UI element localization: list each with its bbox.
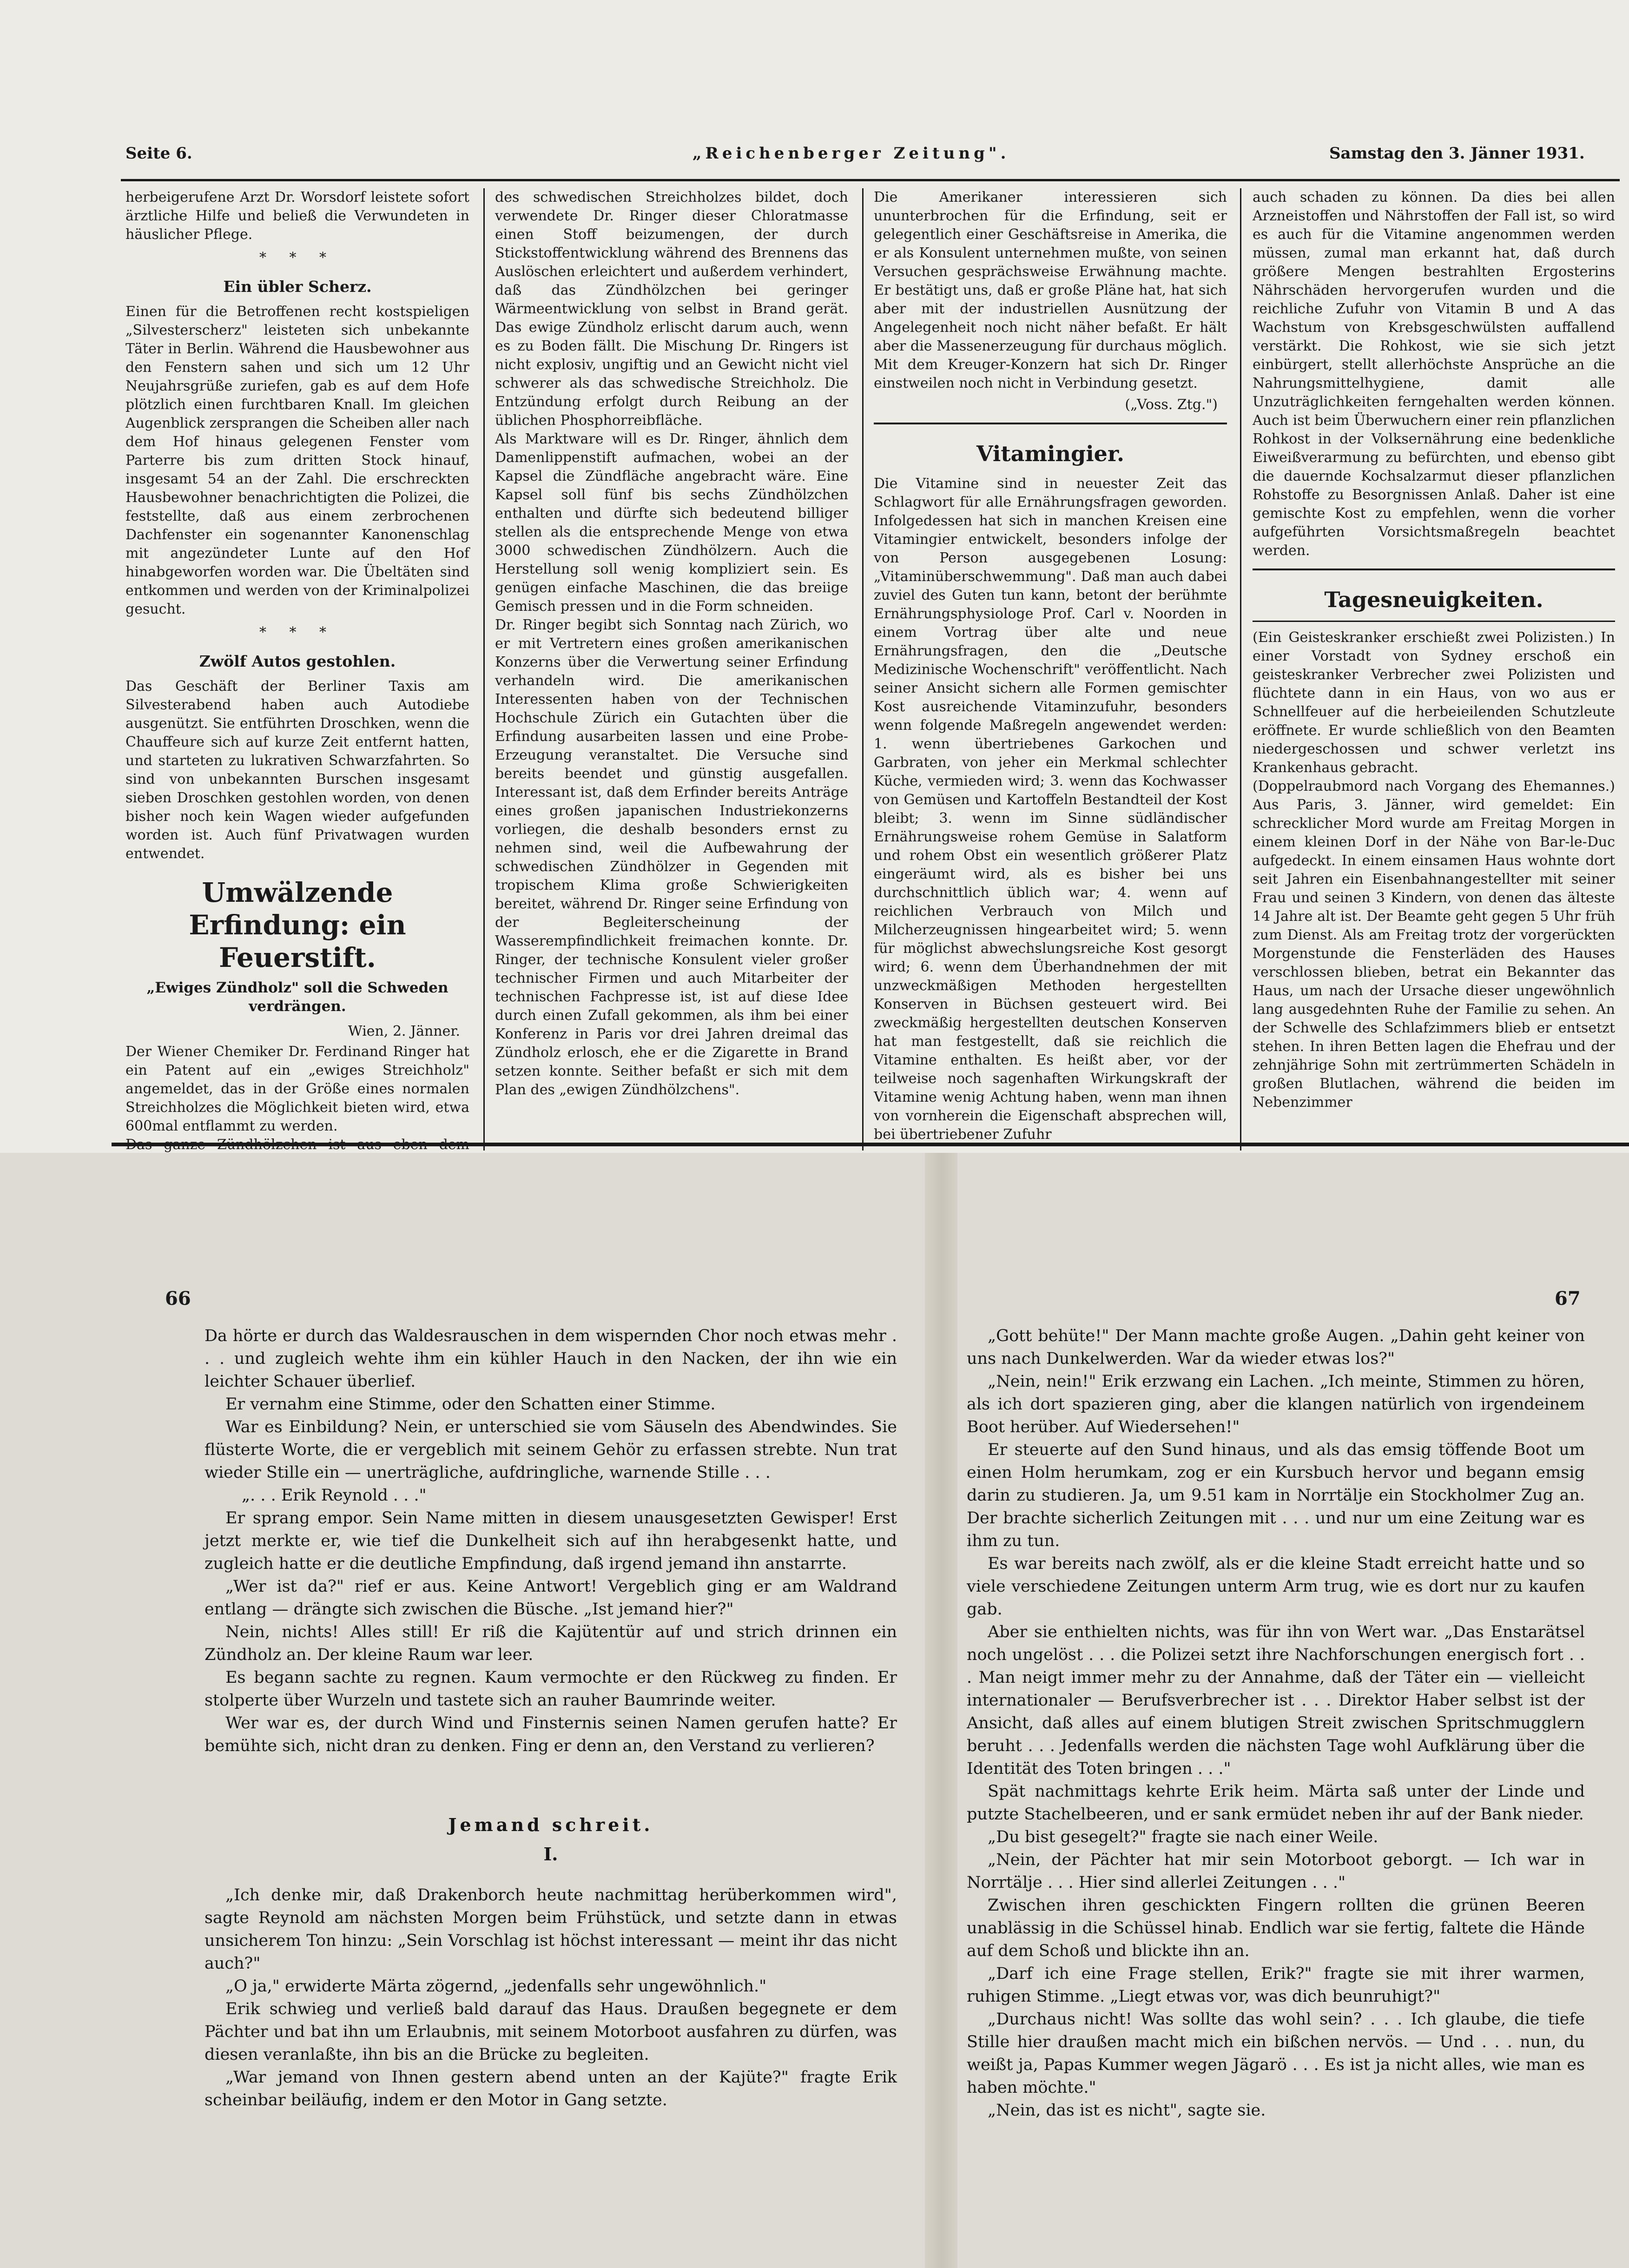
article-paragraph: Das Geschäft der Berliner Taxis am Silvesterabend haben auch Autodiebe ausgenützt. Sie entführten Droschken, wenn die Chauffeure sich auf kurze Zeit entfernt hatten, und starteten zu lukrativen Schwarzfahrten. So sind von unbekannten Burschen insgesamt sieben Droschken gestohlen worden, von denen bisher noch kein Wagen wieder aufgefunden worden ist. Auch fünf Privatwagen wurden entwendet. <box>125 678 469 862</box>
article-paragraph: Einen für die Betroffenen recht kostspieligen „Silvesterscherz" leisteten sich unbekannte Täter in Berlin. Während die Hausbewohner aus den Fenstern sahen und sich um 12 Uhr Neujahrsgrüße zuriefen, gab es auf dem Hofe plötzlich einen furchtbaren Knall. Im gleichen Augenblick zersprangen die Scheiben aller nach dem Hof hinaus gelegenen Fenster vom Parterre bis zum dritten Stock hinauf, insgesamt 54 an der Zahl. Die erschreckten Hausbewohner benachrichtigten die Polizei, die feststellte, daß aus einem zerbrochenen Dachfenster ein sogenannter Kanonenschlag mit angezündeter Lunte auf den Hof hinabgeworfen worden war. Die Übeltäten sind entkommen und werden von der Kriminalpolizei gesucht. <box>125 304 469 617</box>
news-item: (Doppelraubmord nach Vorgang des Ehemannes.) Aus Paris, 3. Jänner, wird gemeldet: Ein schrecklicher Mord wurde am Freitag Morgen in einem kleinen Dorf in der Nähe von Bar-le-Duc aufgedeckt. In einem einsamen Haus wohnte dort seit Jahren ein Eisenbahnangestellter mit seiner Frau und seinen 3 Kindern, von denen das älteste 14 Jahre alt ist. Der Beamte geht gegen 5 Uhr früh zum Dienst. Als am Freitag trotz der vorgerückten Morgenstunde die Fensterläden des Hauses verschlossen blieben, betrat ein Bekannter das Haus, um nach der Ursache dieser ungewöhnlich lang ausgedehnten Ruhe der Familie zu sehen. An der Schwelle des Schlafzimmers blieb er entsetzt stehen. In ihren Betten lagen die Ehefrau und der zehnjährige Sohn mit zertrümmerten Schädeln in großen Blutlachen, während die beiden im Nebenzimmer <box>1253 778 1615 1111</box>
book-left-page <box>204 1325 897 2112</box>
headline-tagesneuigkeiten: Tagesneuigkeiten. <box>1324 587 1543 612</box>
book-paragraph: „. . . Erik Reynold . . ." <box>242 1486 427 1505</box>
section-rule <box>874 423 1227 424</box>
book-paragraph: „Darf ich eine Frage stellen, Erik?" fragte sie mit ihrer warmen, ruhigen Stimme. „Liegt etwas vor, was dich beunruhigt?" <box>967 1964 1585 2006</box>
book-paragraph: „Nein, nein!" Erik erzwang ein Lachen. „Ich meinte, Stimmen zu hören, als ich dort spazieren ging, aber die klangen natürlich von irgendeinem Boot herüber. Auf Wiedersehen!" <box>967 1372 1585 1436</box>
book-paragraph: Wer war es, der durch Wind und Finsternis seinen Namen gerufen hatte? Er bemühte sich, nicht dran zu denken. Fing er denn an, den Verstand zu verlieren? <box>204 1714 897 1755</box>
article-paragraph: Die Vitamine sind in neuester Zeit das Schlagwort für alle Ernährungsfragen geworden. Infolgedessen hat sich in manchen Kreisen eine Vitamingier entwickelt, besonders infolge der von Person ausgegebenen Losung: „Vitaminüberschwemmung". Daß man auch dabei zuviel des Guten tun kann, betont der berühmte Ernährungsphysiologe Prof. Carl v. Noorden in einem Vortrag über alte und neue Ernährungsfragen, den die „Deutsche Medizinische Wochenschrift" veröffentlicht. Nach seiner Ansicht sichern alle Formen gemischter Kost ausreichende Vitaminzufuhr, besonders wenn folgende Maßregeln angewendet werden: 1. wenn übertriebenes Garkochen und Garbraten, von jeher ein Merkmal schlechter Küche, vermieden wird; 3. wenn das Kochwasser von Gemüsen und Kartoffeln Bestandteil der Kost bleibt; 3. wenn im Sinne südländischer Ernährungsweise rohem Gemüse in Salatform und rohem Obst ein wesentlich größerer Platz eingeräumt wird, als es bisher bei uns durchschnittlich üblich war; 4. wenn auf reichlichen Verbrauch von Milch und Milcherzeugnissen hingearbeitet wird; 5. wenn für möglichst abwechslungsreiche Kost gesorgt wird; 6. wenn dem Überhandnehmen der mit unzweckmäßigen Methoden hergestellten Konserven in Büchsen gesteuert wird. Bei zweckmäßig hergestellten deutschen Konserven hat man festgestellt, daß sie reichlich die Vitamine enthalten. Es heißt aber, vor der teilweise noch sagenhaften Wirkungskraft der Vitamine wenig Achtung haben, wenn man ihnen von vornherein die Eigenschaft absprechen will, bei übertriebener Zufuhr <box>874 476 1227 1143</box>
column-rule <box>483 188 485 1151</box>
book-paragraph: Erik schwieg und verließ bald darauf das Haus. Draußen begegnete er dem Pächter und bat ihn um Erlaubnis, mit seinem Motorboot ausfahren zu dürfen, was diesen veranlaßte, ihn bis an die Brücke zu begleiten. <box>204 2000 897 2064</box>
footer-rule <box>112 1143 1629 1146</box>
book-paragraph: „Durchaus nicht! Was sollte das wohl sein? . . . Ich glaube, die tiefe Stille hier draußen macht mich ein bißchen nervös. — Und . . . nun, du weißt ja, Papas Kummer wegen Jägarö . . . Es ist ja nicht alles, wie man es haben möchte." <box>967 2010 1585 2097</box>
header-rule <box>121 179 1620 181</box>
book-paragraph: Er vernahm eine Stimme, oder den Schatten einer Stimme. <box>225 1395 716 1414</box>
book-paragraph: „Nein, der Pächter hat mir sein Motorboot geborgt. — Ich war in Norrtälje . . . Hier sind allerlei Zeitungen . . ." <box>967 1851 1585 1892</box>
headline-vitamingier: Vitamingier. <box>976 441 1124 466</box>
book-paragraph: „Ich denke mir, daß Drakenborch heute nachmittag herüberkommen wird", sagte Reynold am nächsten Morgen beim Frühstück, und setzte dann in etwas unsicherem Ton hinzu: „Sein Vorschlag ist höchst interessant — meint ihr das nicht auch?" <box>204 1886 897 1973</box>
separator-stars: * * * <box>259 624 336 641</box>
article-paragraph: Die Amerikaner interessieren sich ununterbrochen für die Erfindung, seit er gelegentlich einer Geschäftsreise in Amerika, die er als Konsulent unternehmen mußte, von seinen Versuchen gesprächsweise Erwähnung machte. Er bestätigt uns, daß er große Pläne hat, hat sich aber mit der industriellen Ausnützung der Angelegenheit noch nicht näher befaßt. Er hält aber die Massenerzeugung für durchaus möglich. Mit dem Kreuger-Konzern hat sich Dr. Ringer einstweilen noch nicht in Verbindung gesetzt. <box>874 189 1227 391</box>
book-paragraph: „War jemand von Ihnen gestern abend unten an der Kajüte?" fragte Erik scheinbar beiläufig, indem er den Motor in Gang setzte. <box>204 2068 897 2109</box>
headline-feuerstift: Umwälzende Erfindung: ein Feuerstift. <box>189 877 406 973</box>
article-ending: herbeigerufene Arzt Dr. Worsdorf leistete sofort ärztliche Hilfe und beließ die Verwundeten in häuslicher Pflege. <box>125 189 469 243</box>
book-paragraph: Er steuerte auf den Sund hinaus, und als das emsig töffende Boot um einen Holm herumkam, zog er ein Kursbuch hervor und begann emsig darin zu studieren. Ja, um 9.51 kam in Norrtälje ein Stockholmer Zug an. Der brachte sicherlich Zeitungen mit . . . und nur um eine Zeitung war es ihm zu tun. <box>967 1441 1585 1550</box>
book-paragraph: „O ja," erwiderte Märta zögernd, „jedenfalls sehr ungewöhnlich." <box>225 1977 767 1996</box>
book-paragraph: War es Einbildung? Nein, er unterschied sie vom Säuseln des Abendwindes. Sie flüsterte Worte, die er vergeblich mit seinem Gehör zu erfassen strebte. Nun trat wieder Stille ein — unerträgliche, aufdringliche, warnende Stille . . . <box>204 1418 897 1482</box>
book-paragraph: Aber sie enthielten nichts, was für ihn von Wert war. „Das Enstarätsel noch ungelöst . . . die Polizei setzt ihre Nachforschungen energisch fort . . . Man neigt immer mehr zu der Annahme, daß der Täter ein — vielleicht internationaler — Berufsverbrecher ist . . . Direktor Haber selbst ist der Ansicht, daß alles auf einem blutigen Streit zwischen Spritschmugglern beruht . . . Jedenfalls werden die nächsten Tage wohl Aufklärung über die Identität des Toten bringen . . ." <box>967 1623 1585 1778</box>
section-rule <box>1253 621 1615 622</box>
book-paragraph: „Nein, das ist es nicht", sagte sie. <box>988 2101 1266 2120</box>
headline-uebler-scherz: Ein übler Scherz. <box>223 278 372 296</box>
newspaper-title: „Reichenberger Zeitung". <box>692 144 1010 163</box>
left-page-number: 66 <box>165 1288 191 1309</box>
chapter-title: Jemand schreit. <box>448 1814 653 1835</box>
book-paragraph: Es begann sachte zu regnen. Kaum vermochte er den Rückweg zu finden. Er stolperte über Wurzeln und tastete sich an rauher Baumrinde weiter. <box>204 1668 897 1710</box>
chapter-numeral: I. <box>543 1844 558 1865</box>
book-paragraph: „Du bist gesegelt?" fragte sie nach einer Weile. <box>988 1828 1378 1846</box>
book-paragraph: Spät nachmittags kehrte Erik heim. Märta saß unter der Linde und putzte Stachelbeeren, und er sank ermüdet neben ihr auf der Bank nieder. <box>967 1782 1585 1824</box>
book-gutter <box>925 1153 957 2268</box>
article-paragraph: des schwedischen Streichholzes bildet, doch verwendete Dr. Ringer dieser Chloratmasse einen Stoff beizumengen, der durch Stickstoffentwicklung während des Brennens das Auslöschen erleichtert und außerdem verhindert, daß das Zündhölzchen bei geringer Wärmeentwicklung von selbst in Brand gerät. Das ewige Zündholz erlischt darum auch, wenn es zu Boden fällt. Die Mischung Dr. Ringers ist nicht explosiv, ungiftig und an Gewicht nicht viel schwerer als das schwedische Streichholz. Die Entzündung erfolgt durch Reibung an der üblichen Phosphorreibfläche. <box>495 189 848 429</box>
column-rule <box>862 188 864 1151</box>
column-3 <box>874 188 1227 1143</box>
separator-stars: * * * <box>259 250 336 266</box>
column-4 <box>1253 188 1615 1137</box>
book-paragraph: „Gott behüte!" Der Mann machte große Augen. „Dahin geht keiner von uns nach Dunkelwerden. War da wieder etwas los?" <box>967 1327 1585 1368</box>
dateline: Wien, 2. Jänner. <box>348 1023 460 1039</box>
subheadline-zuendholz: „Ewiges Zündholz" soll die Schweden verdrängen. <box>146 979 448 1015</box>
source-attribution: („Voss. Ztg.") <box>1125 397 1218 413</box>
book-paragraph: „Wer ist da?" rief er aus. Keine Antwort! Vergeblich ging er am Waldrand entlang — drängte sich zwischen die Büsche. „Ist jemand hier?" <box>204 1577 897 1619</box>
article-paragraph: Dr. Ringer begibt sich Sonntag nach Zürich, wo er mit Vertretern eines großen amerikanischen Konzerns über die Verwertung seiner Erfindung verhandeln wird. Die amerikanischen Interessenten haben von der Technischen Hochschule Zürich ein Gutachten über die Erfindung ausarbeiten lassen und eine Probe-Erzeugung veranstaltet. Die Versuche sind bereits beendet und günstig ausgefallen. Interessant ist, daß dem Erfinder bereits Anträge eines großen japanischen Industriekonzerns vorliegen, die deshalb besonders ernst zu nehmen sind, weil die Aufbewahrung der schwedischen Zündhölzer in Gegenden mit tropischem Klima große Schwierigkeiten bereitet, während Dr. Ringer seine Erfindung von der Begleiterscheinung der Wasserempfindlichkeit freimachen konnte. Dr. Ringer, der technische Konsulent vieler großer technischer Firmen und auch Mitarbeiter der technischen Fachpresse ist, ist auf diese Idee durch einen Zufall gekommen, als ihm bei einer Konferenz in Paris vor drei Jahren dreimal das Zündholz erlosch, ehe er die Zigarette in Brand setzen konnte. Seither befaßt er sich mit dem Plan des „ewigen Zündhölzchens". <box>495 617 848 1098</box>
issue-date: Samstag den 3. Jänner 1931. <box>1329 144 1585 163</box>
column-2 <box>495 188 848 1137</box>
page-label: Seite 6. <box>125 144 192 163</box>
book-paragraph: Es war bereits nach zwölf, als er die kleine Stadt erreicht hatte und so viele verschiedene Zeitungen unterm Arm trug, wie es dort nur zu kaufen gab. <box>967 1554 1585 1619</box>
section-rule <box>1253 569 1615 570</box>
column-1 <box>125 188 469 1137</box>
book-paragraph: Da hörte er durch das Waldesrauschen in dem wispernden Chor noch etwas mehr . . . und zugleich wehte ihm ein kühler Hauch in den Nacken, der ihn wie ein leichter Schauer überlief. <box>204 1327 897 1391</box>
article-paragraph: auch schaden zu können. Da dies bei allen Arzneistoffen und Nährstoffen der Fall ist, so wird es auch für die Vitamine angenommen werden müssen, zumal man erkannt hat, daß durch größere Mengen bestrahlten Ergosterins Nährschäden hervorgerufen wurden und die reichliche Zufuhr von Vitamin B und A das Wachstum von Krebsgeschwülsten auffallend verstärkt. Die Rohkost, wie sie sich jetzt einbürgert, stellt allerhöchste Ansprüche an die Nahrungsmittelhygiene, damit alle Unzuträglichkeiten ferngehalten werden können. Auch ist beim Überwuchern einer rein pflanzlichen Rohkost in der Volksernährung eine bedenkliche Eiweißverarmung zu befürchten, und ebenso gibt die dauernde Kochsalzarmut dieser pflanzlichen Rohstoffe zu Besorgnissen Anlaß. Daher ist eine gemischte Kost zu empfehlen, wenn die vorher aufgeführten Vorsichtsmaßregeln beachtet werden. <box>1253 189 1615 559</box>
column-rule <box>1240 188 1241 1151</box>
article-paragraph: Als Marktware will es Dr. Ringer, ähnlich dem Damenlippenstift aufmachen, wobei an der Kapsel die Zündfläche angebracht wäre. Eine Kapsel soll fünf bis sechs Zündhölzchen enthalten und dürfte sich bedeutend billiger stellen als die entsprechende Menge von etwa 3000 schwedischen Zündhölzern. Auch die Herstellung soll wenig kompliziert sein. Es genügen einfache Maschinen, die das breiige Gemisch pressen und in die Form schneiden. <box>495 431 848 615</box>
article-paragraph: Der Wiener Chemiker Dr. Ferdinand Ringer hat ein Patent auf ein „ewiges Streichholz" angemeldet, das in der Größe eines normalen Streichholzes die Möglichkeit bieten wird, etwa 600mal entflammt zu werden. <box>125 1044 469 1134</box>
right-page-number: 67 <box>1555 1288 1581 1309</box>
headline-zwoelf-autos: Zwölf Autos gestohlen. <box>199 652 396 670</box>
book-paragraph: Er sprang empor. Sein Name mitten in diesem unausgesetzten Gewisper! Erst jetzt merkte er, wie tief die Dunkelheit sich auf ihn herabgesenkt hatte, und zugleich hatte er die deutliche Empfindung, daß irgend jemand ihn anstarrte. <box>204 1509 897 1573</box>
book-right-page <box>967 1325 1585 2122</box>
book-paragraph: Zwischen ihren geschickten Fingern rollten die grünen Beeren unablässig in die Schüssel hinab. Endlich war sie fertig, faltete die Hände auf dem Schoß und blickte ihn an. <box>967 1896 1585 1960</box>
news-item: (Ein Geisteskranker erschießt zwei Polizisten.) In einer Vorstadt von Sydney erschoß ein geisteskranker Verbrecher zwei Polizisten und flüchtete dann in ein Haus, von wo aus er Schnellfeuer auf die herbeieilenden Schutzleute eröffnete. Er wurde schließlich von den Beamten niedergeschossen und schwer verletzt ins Krankenhaus gebracht. <box>1253 629 1615 776</box>
book-paragraph: Nein, nichts! Alles still! Er riß die Kajütentür auf und strich drinnen ein Zündholz an. Der kleine Raum war leer. <box>204 1623 897 1664</box>
